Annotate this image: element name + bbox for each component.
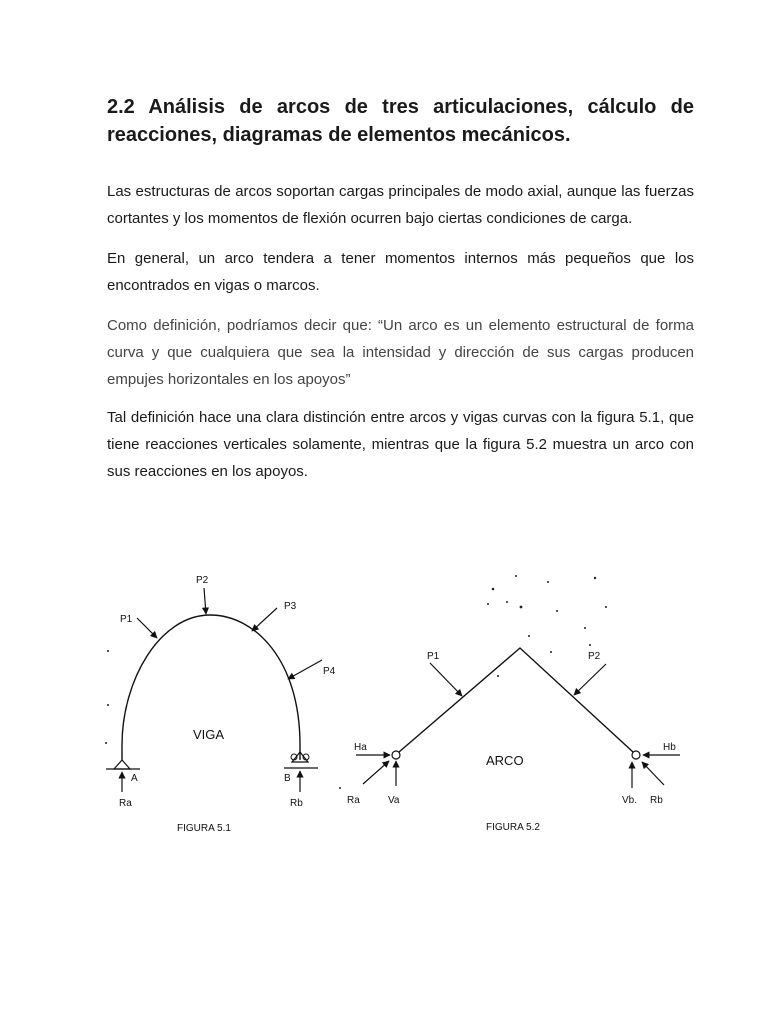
paragraph-intro: Las estructuras de arcos soportan cargas principales de modo axial, aunque las fuerzas cortantes y los momentos de flexión ocurren bajo ciertas condiciones de carga. (107, 183, 694, 227)
section-heading: 2.2 Análisis de arcos de tres articulaciones, cálculo de reacciones, diagramas de elementos mecánicos. (107, 96, 694, 146)
label-hb: Hb (663, 742, 676, 753)
label-ha: Ha (354, 742, 367, 753)
load-label-p3: P3 (284, 601, 297, 612)
paragraph-distinction: Tal definición hace una clara distinción entre arcos y vigas curvas con la figura 5.1, que tiene reacciones verticales solamente, mientras que la figura 5.2 muestra un arco con sus reacciones en los apoyos. (107, 409, 694, 480)
figure-5-2 (347, 648, 680, 833)
load-label-p2: P2 (196, 575, 209, 586)
label-vb: Vb. (622, 795, 638, 806)
paragraph-moments: En general, un arco tendera a tener momentos internos más pequeños que los encontrados en vigas o marcos. (107, 250, 694, 294)
reaction-arrow-rb (642, 762, 664, 785)
reaction-label-ra: Ra (119, 798, 132, 809)
paragraph-definition: Como definición, podríamos decir que: “Un arco es un elemento estructural de forma curva y que cualquiera que sea la intensidad y dirección de sus cargas producen empujes horizontales en los apoyos” (107, 317, 694, 388)
load-arrow-p3 (252, 608, 277, 631)
load-arrow-p2 (204, 588, 206, 614)
reaction-arrow-ra (363, 761, 389, 784)
label-rb: Rb (650, 795, 663, 806)
load-label-p1: P1 (427, 651, 440, 662)
hinge-b (632, 751, 640, 759)
support-label-b: B (284, 773, 291, 784)
support-label-a: A (131, 773, 138, 784)
three-hinged-arch (399, 648, 633, 752)
load-label-p4: P4 (323, 666, 336, 677)
figure-caption-5-2: FIGURA 5.2 (486, 822, 540, 833)
hinge-a (392, 751, 400, 759)
load-arrow-p2 (574, 664, 606, 695)
load-arrow-p4 (288, 660, 322, 679)
figure-5-1 (106, 575, 336, 834)
label-va: Va (388, 795, 400, 806)
load-arrow-p1 (137, 618, 157, 638)
body-label-viga: VIGA (193, 727, 225, 742)
body-label-arco: ARCO (486, 753, 524, 768)
pin-support-a (106, 760, 140, 769)
figures-diagram (0, 540, 768, 850)
load-label-p1: P1 (120, 614, 133, 625)
load-arrow-p1 (430, 663, 462, 696)
reaction-label-rb: Rb (290, 798, 303, 809)
figure-caption-5-1: FIGURA 5.1 (177, 823, 231, 834)
roller-support-b (284, 752, 318, 768)
scan-speckles (105, 575, 607, 789)
load-label-p2: P2 (588, 651, 601, 662)
label-ra: Ra (347, 795, 360, 806)
